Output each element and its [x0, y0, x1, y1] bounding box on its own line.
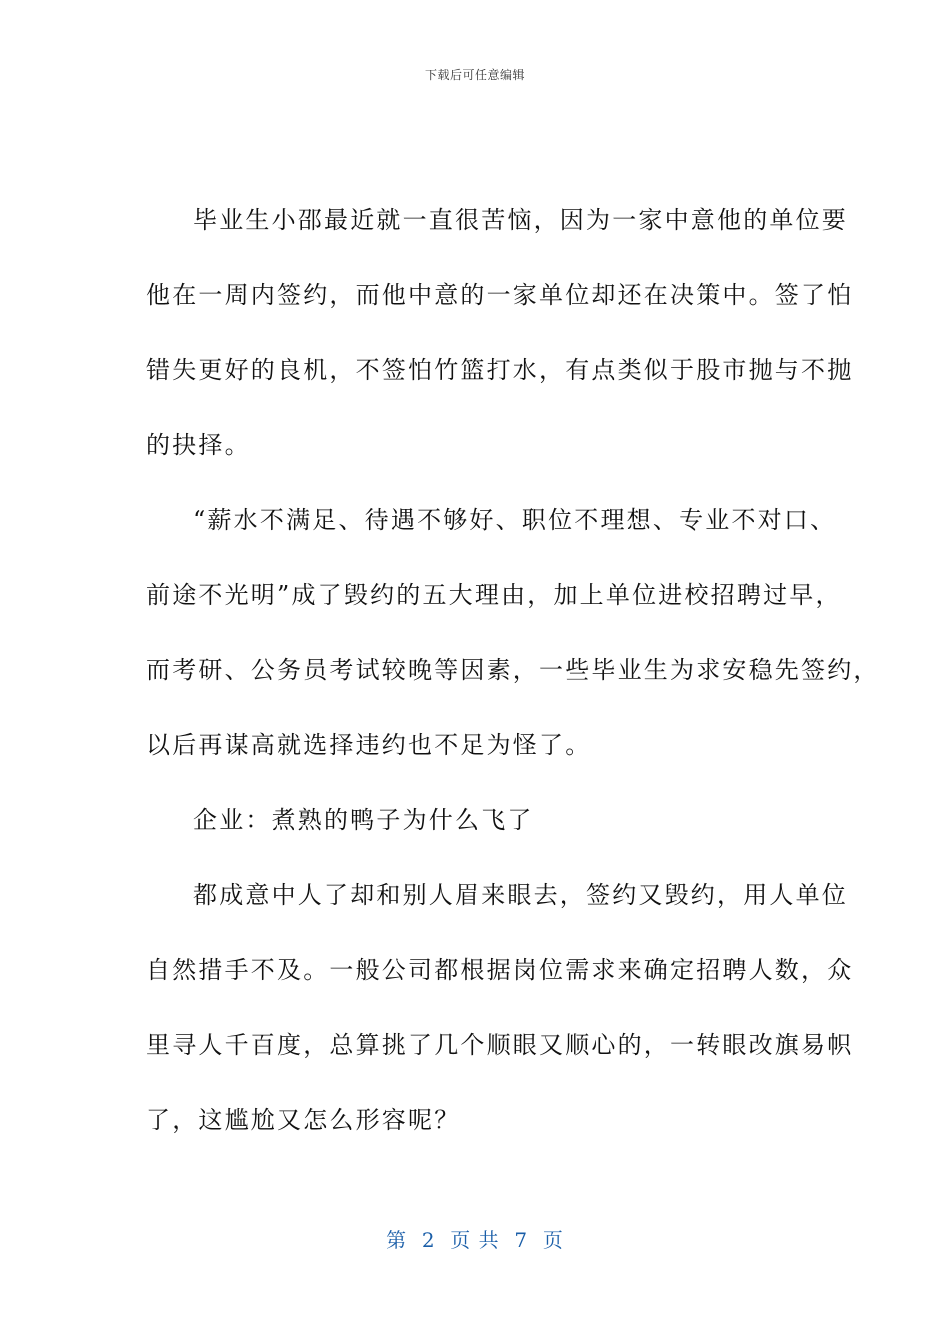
text-line: 毕业生小邵最近就一直很苦恼，因为一家中意他的单位要	[193, 206, 848, 234]
header-note: 下载后可任意编辑	[424, 68, 525, 82]
text-line: 都成意中人了却和别人眉来眼去，签约又毁约，用人单位	[193, 881, 848, 909]
text-line: “薪水不满足、待遇不够好、职位不理想、专业不对口、	[193, 506, 837, 534]
text-line: 而考研、公务员考试较晚等因素，一些毕业生为求安稳先签约，	[146, 656, 880, 684]
text-line: 自然措手不及。一般公司都根据岗位需求来确定招聘人数，众	[146, 956, 854, 984]
text-line: 前途不光明”成了毁约的五大理由，加上单位进校招聘过早，	[146, 581, 842, 609]
text-line: 里寻人千百度，总算挑了几个顺眼又顺心的，一转眼改旗易帜	[146, 1031, 854, 1059]
page-number-footer: 第 2 页 共 7 页	[386, 1228, 564, 1252]
text-line: 错失更好的良机，不签怕竹篮打水，有点类似于股市抛与不抛	[146, 356, 854, 384]
text-line: 他在一周内签约，而他中意的一家单位却还在决策中。签了怕	[146, 281, 854, 309]
text-line: 的抉择。	[146, 431, 251, 459]
text-line: 以后再谋高就选择违约也不足为怪了。	[146, 731, 592, 759]
section-heading: 企业：煮熟的鸭子为什么飞了	[193, 806, 534, 834]
document-body	[146, 195, 880, 1170]
text-line: 了，这尴尬又怎么形容呢？	[146, 1106, 461, 1134]
